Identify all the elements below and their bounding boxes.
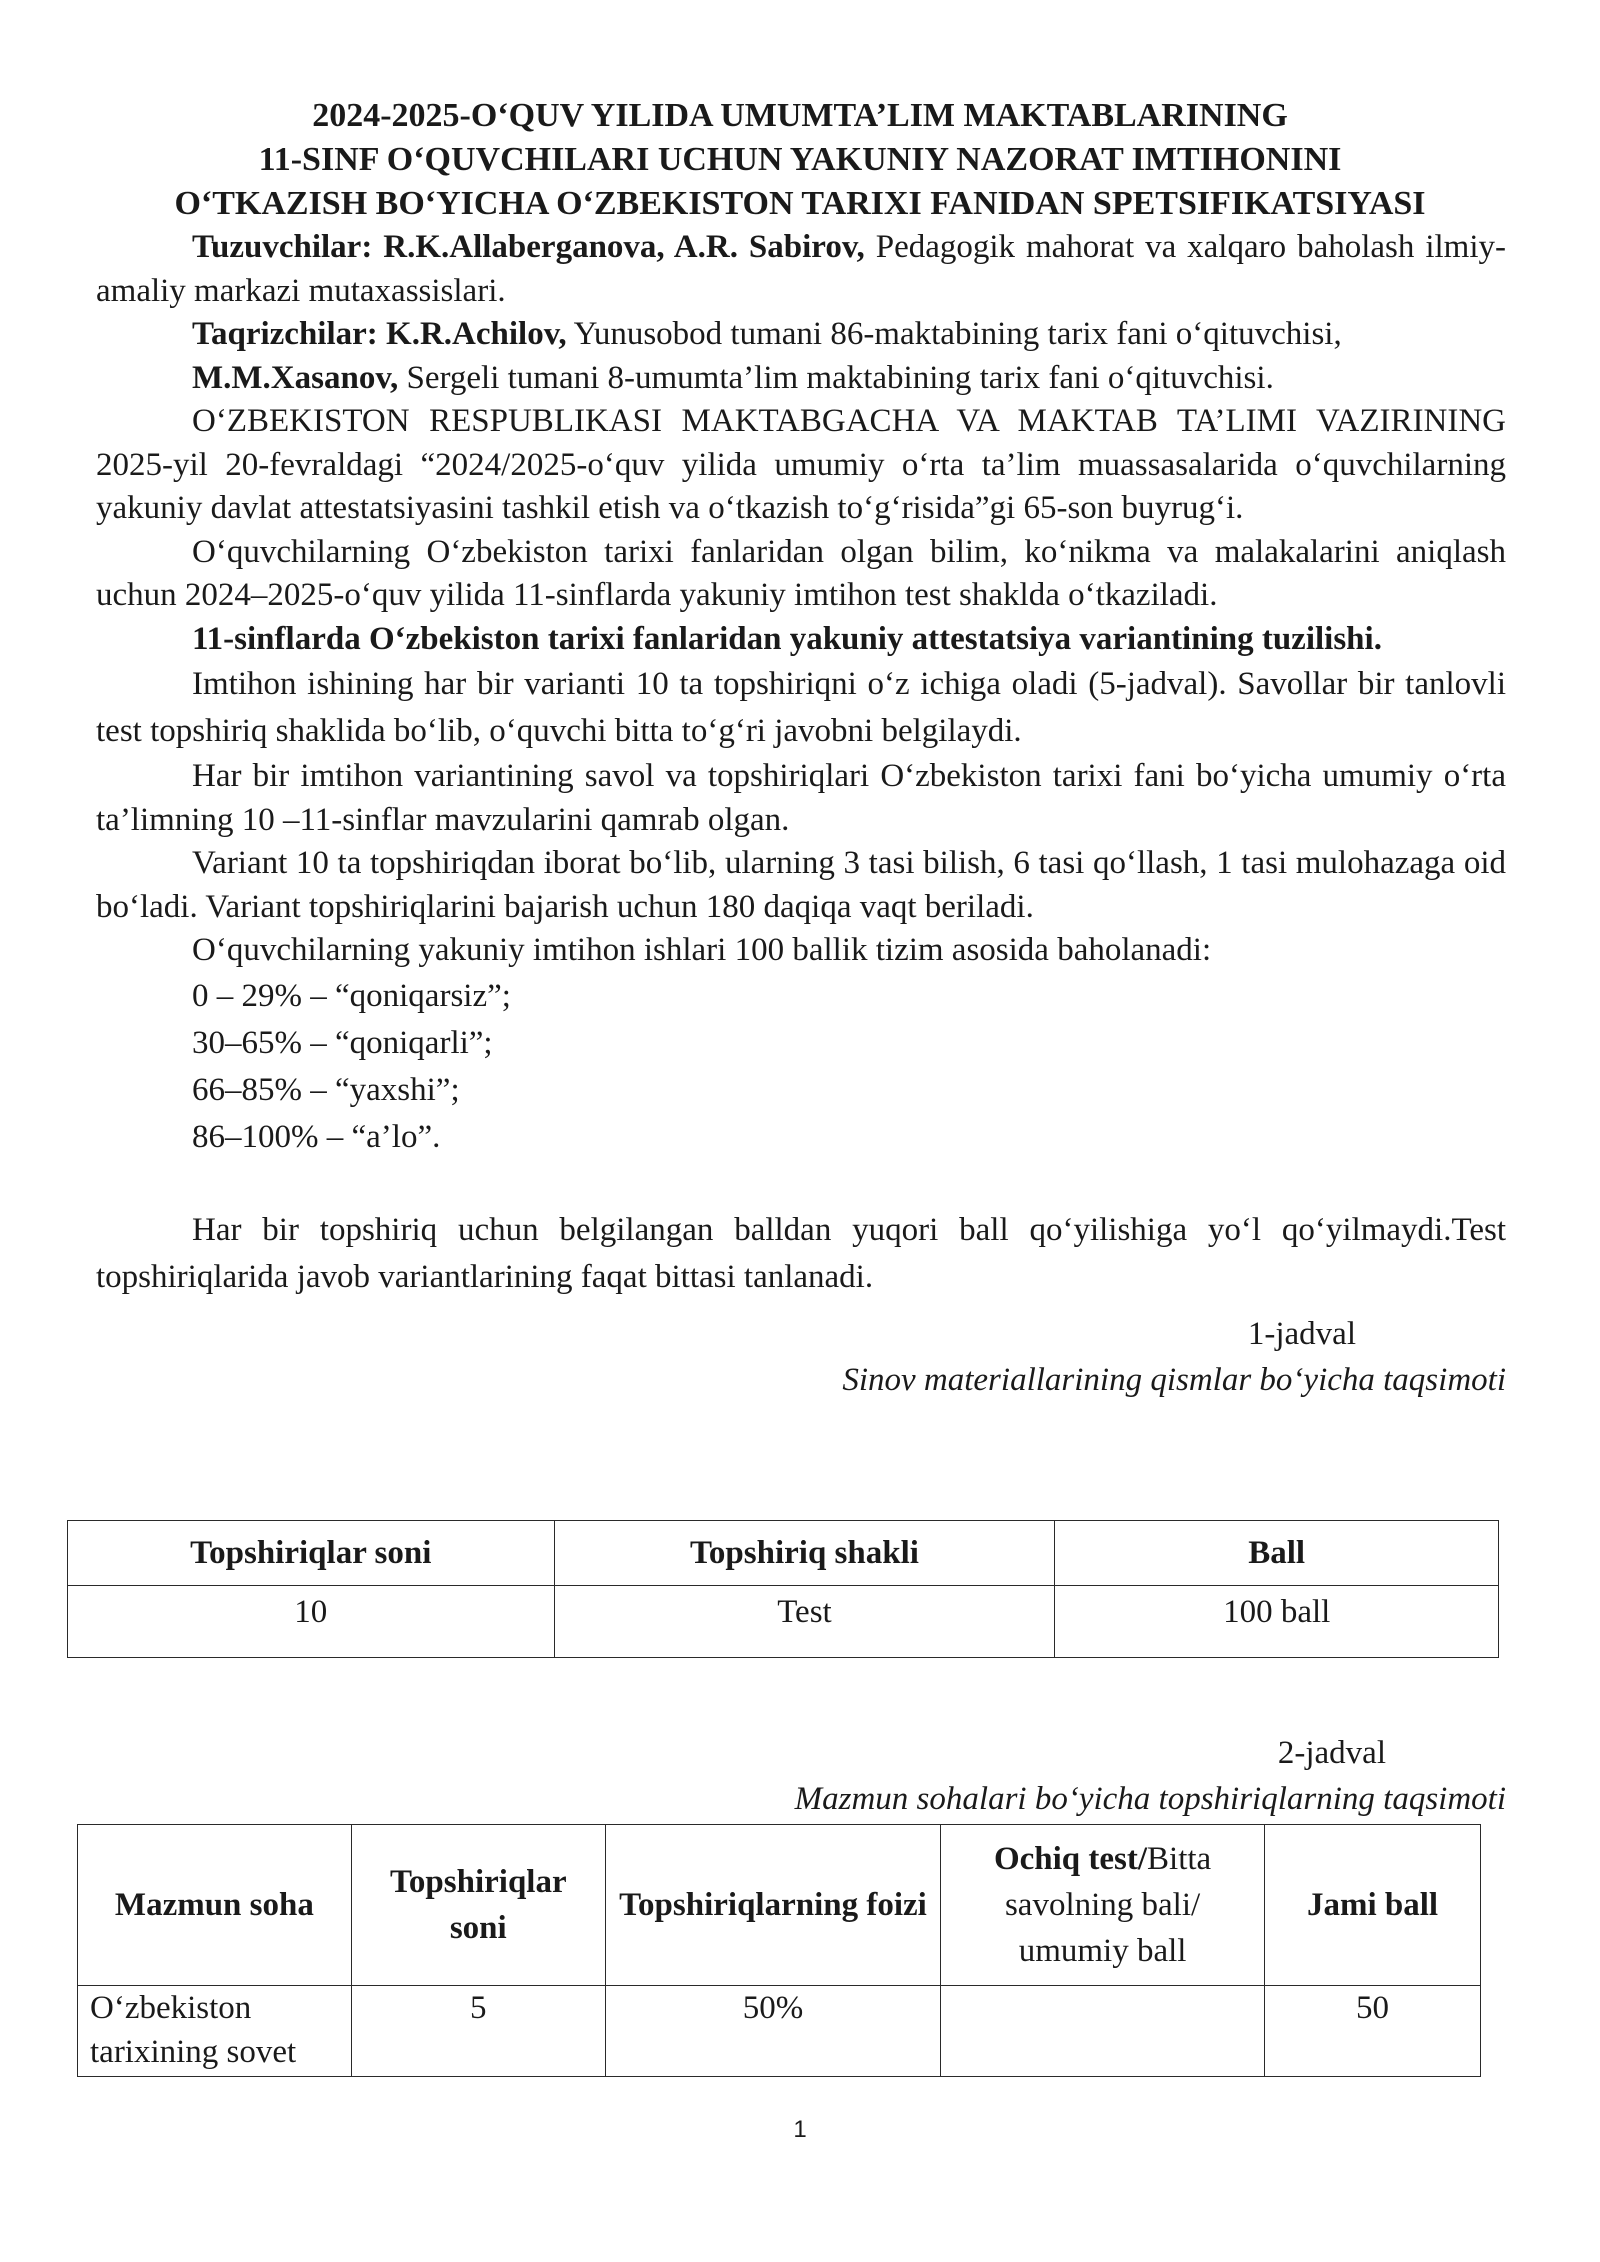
grade-item: 86–100% – “a’lo”. [192,1118,441,1155]
table1-cell: 100 ball [1055,1586,1499,1658]
decree-paragraph: O‘ZBEKISTON RESPUBLIKASI MAKTABGACHA VA MAKTAB TA’LIMI VAZIRINING 2025-yil 20-fevraldagi “2024/2025-o‘quv yilida umumiy o‘rta ta’lim muassasalarida o‘quvchilarning yakuniy davlat attestatsiyasini tashkil etish va o‘tkazish to‘g‘risida”gi 65-son buyrug‘i. [96,403,1506,526]
table2-number: 2-jadval [1277,1735,1386,1771]
title-line-2: 11-SINF O‘QUVCHILARI UCHUN YAKUNIY NAZORAT IMTIHONINI [258,141,1342,178]
grade-scale-list [96,973,1506,1161]
table1-cell: 10 [68,1586,555,1658]
variant-paragraph: Imtihon ishining har bir varianti 10 ta topshiriqni o‘z ichiga oladi (5-jadval). Savollar bir tanlovli test topshiriq shaklida bo‘lib, o‘quvchi bitta to‘g‘ri javobni belgilaydi. [96,666,1506,749]
table2-cell-open [941,1986,1265,2077]
reviewers-paragraph-1 [96,313,1506,357]
table2-header-percent: Topshiriqlarning foizi [605,1825,940,1986]
table2-header-total: Jami ball [1265,1825,1481,1986]
table2-header-open-test [941,1825,1265,1986]
authors-text: Pedagogik mahorat va xalqaro baholash ilmiy-amaliy markazi mutaxassislari. [96,229,1506,309]
extra-points-paragraph: Har bir topshiriq uchun belgilangan balldan yuqori ball qo‘yilishiga yo‘l qo‘yilmaydi.Test topshiriqlarida javob variantlarining faqat bittasi tanlanadi. [96,1211,1506,1295]
table1-header-cell: Ball [1055,1521,1499,1586]
table1-header-cell: Topshiriqlar soni [68,1521,555,1586]
reviewers-label-2: M.M.Xasanov, [192,359,399,396]
table-distribution-by-content-area [77,1824,1481,2077]
document-body [96,226,1506,1403]
table-header-row [68,1521,1499,1586]
reviewers-paragraph-2 [96,357,1506,401]
grade-item: 0 – 29% – “qoniqarsiz”; [192,977,511,1014]
table-row [78,1986,1481,2077]
page-number: 1 [793,2116,807,2143]
table-header-row [78,1825,1481,1986]
reviewers-text-2: Sergeli tumani 8-umumta’lim maktabining tarix fani o‘qituvchisi. [398,359,1274,396]
authors-label: Tuzuvchilar: R.K.Allaberganova, A.R. Sabirov, [192,229,865,265]
table1-caption: Sinov materiallarining qismlar bo‘yicha taqsimoti [842,1361,1506,1398]
table2-header-count: Topshiriqlar soni [351,1825,605,1986]
spacer [96,1161,1506,1207]
table1-cell: Test [554,1586,1055,1658]
document-title [90,94,1510,226]
table2-header-domain: Mazmun soha [78,1825,352,1986]
table2-header-open-rest: Bitta savolning bali/ umumiy ball [1004,1841,1212,1969]
reviewers-label: Taqrizchilar: K.R.Achilov, [192,316,567,352]
purpose-paragraph: O‘quvchilarning O‘zbekiston tarixi fanlaridan olgan bilim, ko‘nikma va malakalarini aniqlash uchun 2024–2025-o‘quv yilida 11-sinflarda yakuniy imtihon test shaklda o‘tkaziladi. [96,533,1506,613]
grade-item: 30–65% – “qoniqarli”; [192,1024,493,1061]
grade-item: 66–85% – “yaxshi”; [192,1071,460,1108]
title-line-1: 2024-2025-O‘QUV YILIDA UMUMTA’LIM MAKTABLARINING [312,97,1288,134]
authors-paragraph [96,226,1506,313]
table2-header-open-bold: Ochiq test/ [993,1841,1148,1877]
table2-caption: Mazmun sohalari bo‘yicha topshiriqlarning taqsimoti [794,1781,1506,1817]
grading-intro-paragraph: O‘quvchilarning yakuniy imtihon ishlari 100 ballik tizim asosida baholanadi: [192,932,1212,968]
table1-number: 1-jadval [1247,1315,1356,1352]
table1-header-cell: Topshiriq shakli [554,1521,1055,1586]
structure-heading: 11-sinflarda O‘zbekiston tarixi fanlaridan yakuniy attestatsiya variantining tuzilishi. [192,620,1382,657]
table2-cell-total: 50 [1265,1986,1481,2077]
table2-caption-block [96,1720,1506,1822]
table2-cell-domain: O‘zbekiston tarixining sovet [78,1986,352,2077]
table-distribution-by-parts [67,1520,1499,1658]
table2-cell-count: 5 [351,1986,605,2077]
table-row [68,1586,1499,1658]
reviewers-text-1: Yunusobod tumani 86-maktabining tarix fani o‘qituvchisi, [566,316,1342,352]
table2-cell-percent: 50% [605,1986,940,2077]
coverage-paragraph: Har bir imtihon variantining savol va topshiriqlari O‘zbekiston tarixi fani bo‘yicha umumiy o‘rta ta’limning 10 –11-sinflar mavzularini qamrab olgan. [96,758,1506,838]
title-line-3: O‘TKAZISH BO‘YICHA O‘ZBEKISTON TARIXI FANIDAN SPETSIFIKATSIYASI [174,185,1426,222]
composition-paragraph: Variant 10 ta topshiriqdan iborat bo‘lib, ularning 3 tasi bilish, 6 tasi qo‘llash, 1 tasi mulohazaga oid bo‘ladi. Variant topshiriqlarini bajarish uchun 180 daqiqa vaqt beriladi. [96,845,1506,925]
